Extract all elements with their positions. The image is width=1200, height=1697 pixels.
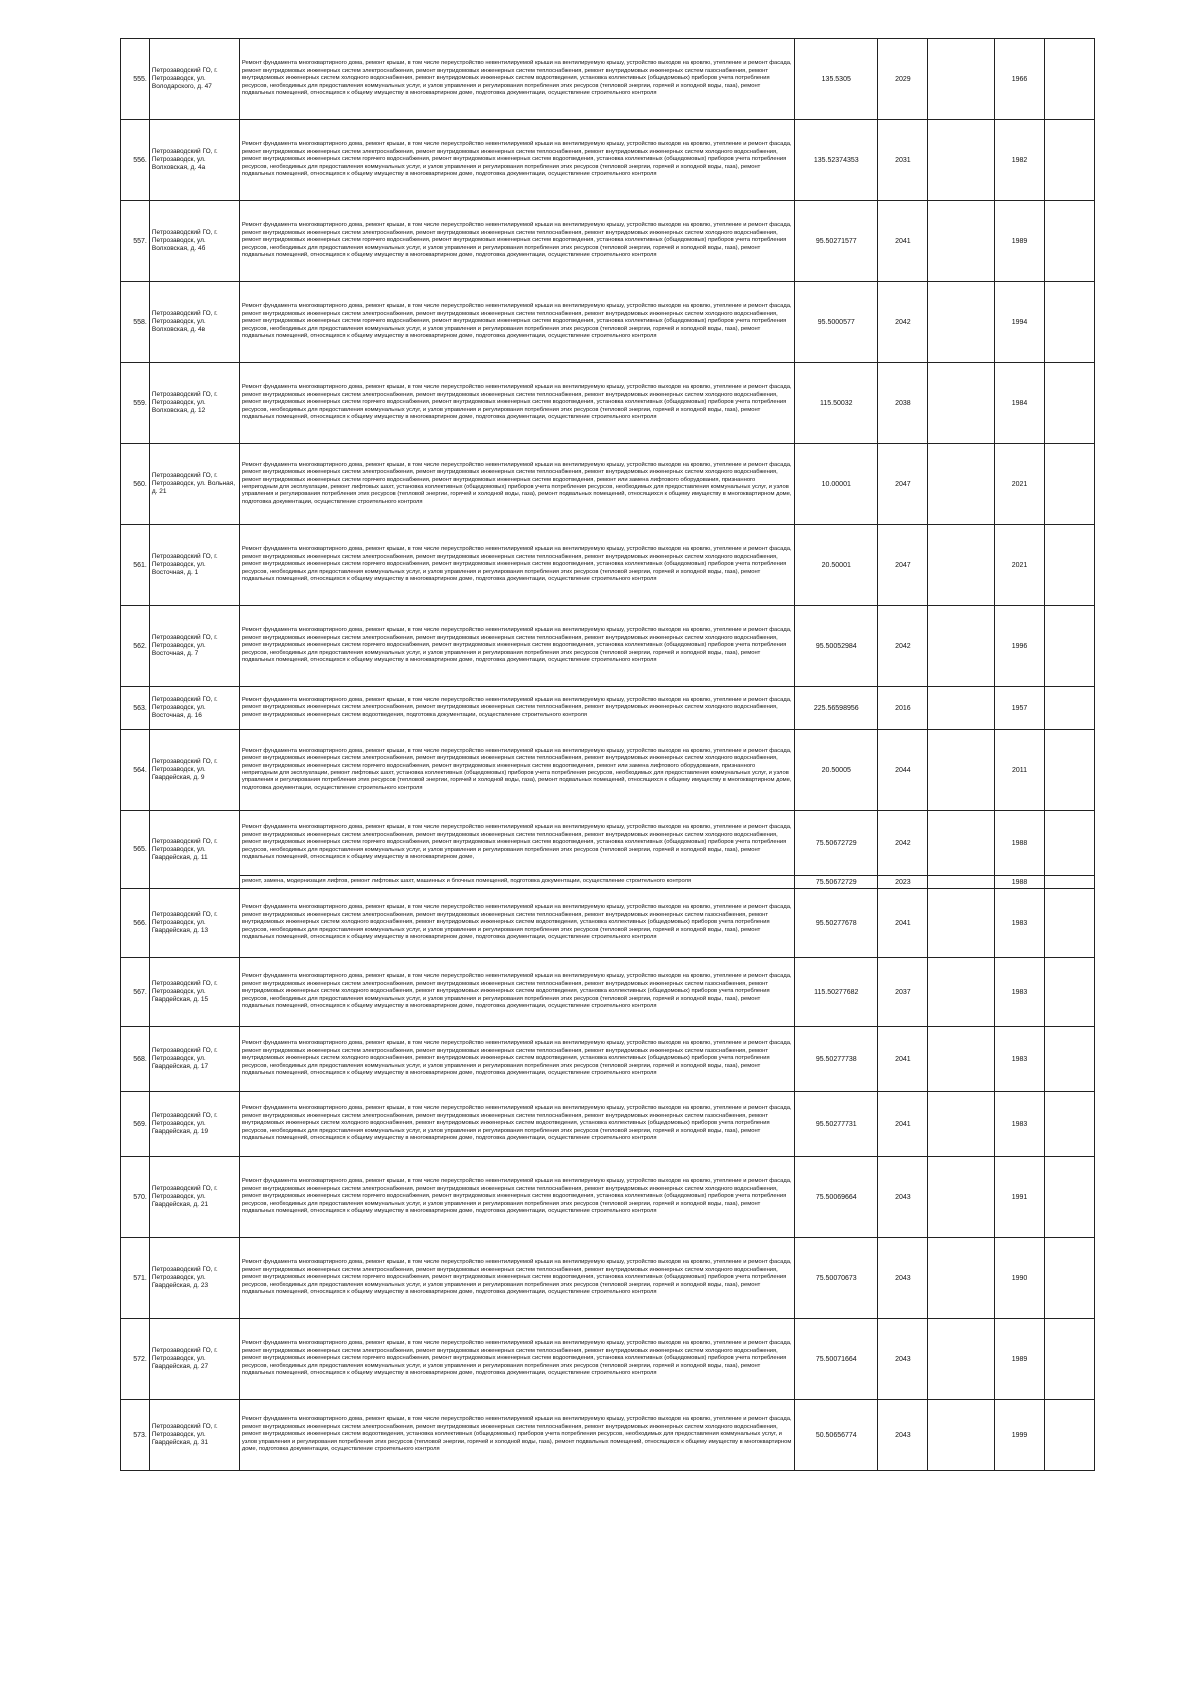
row-number: 571. [121, 1238, 150, 1319]
works-list: ремонт, замена, модернизация лифтов, ремонт лифтовых шахт, машинных и блочных помещений, подготовка документации, осуществление строительного контроля [239, 876, 794, 889]
planned-year: 2038 [878, 363, 928, 444]
repair-cost: 20.50005 [795, 730, 878, 811]
repair-cost: 115.50032 [795, 363, 878, 444]
works-list: Ремонт фундамента многоквартирного дома, ремонт крыши, в том числе переустройство невентилируемой крыши на вентилируемую крышу, устройство выходов на кровлю, утепление и ремонт фасада, ремонт внутридомовых инженерных систем электроснабжения, ремонт внутридомовых инженерных систем теплоснабжения, ремонт внутридомовых инженерных систем холодного водоснабжения, ремонт внутридомовых инженерных систем горячего водоснабжения, ремонт внутридомовых инженерных систем водоотведения, установка коллективных (общедомовых) приборов учета потребления ресурсов, необходимых для предоставления коммунальных услуг, и узлов управления и регулирования потребления этих ресурсов (тепловой энергии, горячей и холодной воды, газа), ремонт подвальных помещений, относящихся к общему имуществу в многоквартирном доме, [239, 811, 794, 876]
blank-cell [1044, 1319, 1094, 1400]
table-row [121, 1319, 1095, 1400]
repair-cost: 75.50672729 [795, 811, 878, 876]
commission-year: 2011 [995, 730, 1045, 811]
commission-year: 1983 [995, 1027, 1045, 1092]
blank-cell [928, 687, 995, 730]
row-number: 572. [121, 1319, 150, 1400]
row-number: 569. [121, 1092, 150, 1157]
repair-cost: 225.56598956 [795, 687, 878, 730]
blank-cell [1044, 1092, 1094, 1157]
commission-year: 1966 [995, 39, 1045, 120]
repair-cost: 20.50001 [795, 525, 878, 606]
row-number: 557. [121, 201, 150, 282]
repair-cost: 95.50277738 [795, 1027, 878, 1092]
blank-cell [1044, 1157, 1094, 1238]
planned-year: 2041 [878, 201, 928, 282]
row-number: 561. [121, 525, 150, 606]
repair-cost: 135.5305 [795, 39, 878, 120]
blank-cell [1044, 730, 1094, 811]
table-row [121, 282, 1095, 363]
repair-cost: 75.50071664 [795, 1319, 878, 1400]
planned-year: 2044 [878, 730, 928, 811]
repair-cost: 10.00001 [795, 444, 878, 525]
works-list: Ремонт фундамента многоквартирного дома, ремонт крыши, в том числе переустройство невентилируемой крыши на вентилируемую крышу, устройство выходов на кровлю, утепление и ремонт фасада, ремонт внутридомовых инженерных систем электроснабжения, ремонт внутридомовых инженерных систем теплоснабжения, ремонт внутридомовых инженерных систем холодного водоснабжения, ремонт внутридомовых инженерных систем водоотведения, установка коллективных (общедомовых) приборов учета потребления ресурсов, необходимых для предоставления коммунальных услуг, и узлов управления и регулирования потребления этих ресурсов (тепловой энергии, горячей и холодной воды, газа), ремонт подвальных помещений, относящихся к общему имуществу в многоквартирном доме, подготовка документации, осуществление строительного контроля [239, 1400, 794, 1471]
works-list: Ремонт фундамента многоквартирного дома, ремонт крыши, в том числе переустройство невентилируемой крыши на вентилируемую крышу, устройство выходов на кровлю, утепление и ремонт фасада, ремонт внутридомовых инженерных систем электроснабжения, ремонт внутридомовых инженерных систем теплоснабжения, ремонт внутридомовых инженерных систем холодного водоснабжения, ремонт внутридомовых инженерных систем водоотведения, подготовка документации, осуществление строительного контроля [239, 687, 794, 730]
house-address: Петрозаводский ГО, г. Петрозаводск, ул. Восточная, д. 16 [149, 687, 239, 730]
row-number: 567. [121, 958, 150, 1027]
table-row [121, 444, 1095, 525]
works-list: Ремонт фундамента многоквартирного дома, ремонт крыши, в том числе переустройство невентилируемой крыши на вентилируемую крышу, устройство выходов на кровлю, утепление и ремонт фасада, ремонт внутридомовых инженерных систем электроснабжения, ремонт внутридомовых инженерных систем теплоснабжения, ремонт внутридомовых инженерных систем холодного водоснабжения, ремонт внутридомовых инженерных систем горячего водоснабжения, ремонт внутридомовых инженерных систем водоотведения, установка коллективных (общедомовых) приборов учета потребления ресурсов, необходимых для предоставления коммунальных услуг, и узлов управления и регулирования потребления этих ресурсов (тепловой энергии, горячей и холодной воды, газа), ремонт подвальных помещений, относящихся к общему имуществу в многоквартирном доме, подготовка документации, осуществление строительного контроля [239, 1319, 794, 1400]
table-row [121, 1027, 1095, 1092]
row-number: 564. [121, 730, 150, 811]
commission-year: 1982 [995, 120, 1045, 201]
row-number: 568. [121, 1027, 150, 1092]
works-list: Ремонт фундамента многоквартирного дома, ремонт крыши, в том числе переустройство невентилируемой крыши на вентилируемую крышу, устройство выходов на кровлю, утепление и ремонт фасада, ремонт внутридомовых инженерных систем электроснабжения, ремонт внутридомовых инженерных систем теплоснабжения, ремонт внутридомовых инженерных систем холодного водоснабжения, ремонт внутридомовых инженерных систем горячего водоснабжения, ремонт внутридомовых инженерных систем водоотведения, установка коллективных (общедомовых) приборов учета потребления ресурсов, необходимых для предоставления коммунальных услуг, и узлов управления и регулирования потребления этих ресурсов (тепловой энергии, горячей и холодной воды, газа), ремонт подвальных помещений, относящихся к общему имуществу в многоквартирном доме, подготовка документации, осуществление строительного контроля [239, 1157, 794, 1238]
house-address: Петрозаводский ГО, г. Петрозаводск, ул. Вольная, д. 21 [149, 444, 239, 525]
table-row [121, 889, 1095, 958]
planned-year: 2043 [878, 1157, 928, 1238]
planned-year: 2042 [878, 606, 928, 687]
blank-cell [928, 958, 995, 1027]
row-number: 570. [121, 1157, 150, 1238]
table-row [121, 39, 1095, 120]
house-address: Петрозаводский ГО, г. Петрозаводск, ул. Гвардейская, д. 13 [149, 889, 239, 958]
works-list: Ремонт фундамента многоквартирного дома, ремонт крыши, в том числе переустройство невентилируемой крыши на вентилируемую крышу, устройство выходов на кровлю, утепление и ремонт фасада, ремонт внутридомовых инженерных систем электроснабжения, ремонт внутридомовых инженерных систем теплоснабжения, ремонт внутридомовых инженерных систем холодного водоснабжения, ремонт внутридомовых инженерных систем горячего водоснабжения, ремонт внутридомовых инженерных систем водоотведения, установка коллективных (общедомовых) приборов учета потребления ресурсов, необходимых для предоставления коммунальных услуг, и узлов управления и регулирования потребления этих ресурсов (тепловой энергии, горячей и холодной воды, газа), ремонт подвальных помещений, относящихся к общему имуществу в многоквартирном доме, подготовка документации, осуществление строительного контроля [239, 120, 794, 201]
commission-year: 1984 [995, 363, 1045, 444]
blank-cell [928, 363, 995, 444]
repair-cost: 95.5000577 [795, 282, 878, 363]
row-number: 573. [121, 1400, 150, 1471]
repair-register-table [120, 38, 1095, 1471]
table-row [121, 201, 1095, 282]
planned-year: 2043 [878, 1238, 928, 1319]
repair-cost: 135.52374353 [795, 120, 878, 201]
commission-year: 1988 [995, 811, 1045, 876]
planned-year: 2043 [878, 1319, 928, 1400]
table-row [121, 525, 1095, 606]
commission-year: 1996 [995, 606, 1045, 687]
commission-year: 1991 [995, 1157, 1045, 1238]
commission-year: 1999 [995, 1400, 1045, 1471]
repair-cost: 75.50069664 [795, 1157, 878, 1238]
planned-year: 2029 [878, 39, 928, 120]
blank-cell [1044, 444, 1094, 525]
works-list: Ремонт фундамента многоквартирного дома, ремонт крыши, в том числе переустройство невентилируемой крыши на вентилируемую крышу, устройство выходов на кровлю, утепление и ремонт фасада, ремонт внутридомовых инженерных систем электроснабжения, ремонт внутридомовых инженерных систем теплоснабжения, ремонт внутридомовых инженерных систем холодного водоснабжения, ремонт внутридомовых инженерных систем горячего водоснабжения, ремонт внутридомовых инженерных систем водоотведения, установка коллективных (общедомовых) приборов учета потребления ресурсов, необходимых для предоставления коммунальных услуг, и узлов управления и регулирования потребления этих ресурсов (тепловой энергии, горячей и холодной воды, газа), ремонт подвальных помещений, относящихся к общему имуществу в многоквартирном доме, подготовка документации, осуществление строительного контроля [239, 363, 794, 444]
table-row [121, 958, 1095, 1027]
repair-cost: 75.50672729 [795, 876, 878, 889]
house-address: Петрозаводский ГО, г. Петрозаводск, ул. Гвардейская, д. 23 [149, 1238, 239, 1319]
house-address: Петрозаводский ГО, г. Петрозаводск, ул. Восточная, д. 7 [149, 606, 239, 687]
row-number: 563. [121, 687, 150, 730]
works-list: Ремонт фундамента многоквартирного дома, ремонт крыши, в том числе переустройство невентилируемой крыши на вентилируемую крышу, устройство выходов на кровлю, утепление и ремонт фасада, ремонт внутридомовых инженерных систем электроснабжения, ремонт внутридомовых инженерных систем теплоснабжения, ремонт внутридомовых инженерных систем газоснабжения, ремонт внутридомовых инженерных систем холодного водоснабжения, ремонт внутридомовых инженерных систем водоотведения, установка коллективных (общедомовых) приборов учета потребления ресурсов, необходимых для предоставления коммунальных услуг, и узлов управления и регулирования потребления этих ресурсов (тепловой энергии, горячей и холодной воды, газа), ремонт подвальных помещений, относящихся к общему имуществу в многоквартирном доме, подготовка документации, осуществление строительного контроля [239, 39, 794, 120]
blank-cell [928, 120, 995, 201]
planned-year: 2041 [878, 1027, 928, 1092]
works-list: Ремонт фундамента многоквартирного дома, ремонт крыши, в том числе переустройство невентилируемой крыши на вентилируемую крышу, устройство выходов на кровлю, утепление и ремонт фасада, ремонт внутридомовых инженерных систем электроснабжения, ремонт внутридомовых инженерных систем теплоснабжения, ремонт внутридомовых инженерных систем газоснабжения, ремонт внутридомовых инженерных систем холодного водоснабжения, ремонт внутридомовых инженерных систем водоотведения, установка коллективных (общедомовых) приборов учета потребления ресурсов, необходимых для предоставления коммунальных услуг, и узлов управления и регулирования потребления этих ресурсов (тепловой энергии, горячей и холодной воды, газа), ремонт подвальных помещений, относящихся к общему имуществу в многоквартирном доме, подготовка документации, осуществление строительного контроля [239, 1092, 794, 1157]
house-address: Петрозаводский ГО, г. Петрозаводск, ул. Гвардейская, д. 11 [149, 811, 239, 889]
blank-cell [1044, 39, 1094, 120]
planned-year: 2041 [878, 1092, 928, 1157]
blank-cell [928, 876, 995, 889]
table-row [121, 1238, 1095, 1319]
planned-year: 2042 [878, 811, 928, 876]
blank-cell [1044, 1027, 1094, 1092]
table-row [121, 687, 1095, 730]
house-address: Петрозаводский ГО, г. Петрозаводск, ул. Волховская, д. 4б [149, 201, 239, 282]
commission-year: 1983 [995, 1092, 1045, 1157]
table-row [121, 363, 1095, 444]
works-list: Ремонт фундамента многоквартирного дома, ремонт крыши, в том числе переустройство невентилируемой крыши на вентилируемую крышу, устройство выходов на кровлю, утепление и ремонт фасада, ремонт внутридомовых инженерных систем электроснабжения, ремонт внутридомовых инженерных систем теплоснабжения, ремонт внутридомовых инженерных систем холодного водоснабжения, ремонт внутридомовых инженерных систем горячего водоснабжения, ремонт внутридомовых инженерных систем водоотведения, ремонт или замена лифтового оборудования, признанного непригодным для эксплуатации, ремонт лифтовых шахт, установка коллективных (общедомовых) приборов учета потребления ресурсов, необходимых для предоставления коммунальных услуг, и узлов управления и регулирования потребления этих ресурсов (тепловой энергии, горячей и холодной воды, газа), ремонт подвальных помещений, относящихся к общему имуществу в многоквартирном доме, подготовка документации, осуществление строительного контроля [239, 444, 794, 525]
house-address: Петрозаводский ГО, г. Петрозаводск, ул. Гвардейская, д. 27 [149, 1319, 239, 1400]
table-row [121, 606, 1095, 687]
planned-year: 2016 [878, 687, 928, 730]
planned-year: 2031 [878, 120, 928, 201]
blank-cell [1044, 201, 1094, 282]
house-address: Петрозаводский ГО, г. Петрозаводск, ул. Гвардейская, д. 19 [149, 1092, 239, 1157]
house-address: Петрозаводский ГО, г. Петрозаводск, ул. Гвардейская, д. 31 [149, 1400, 239, 1471]
commission-year: 1990 [995, 1238, 1045, 1319]
house-address: Петрозаводский ГО, г. Петрозаводск, ул. Гвардейская, д. 15 [149, 958, 239, 1027]
works-list: Ремонт фундамента многоквартирного дома, ремонт крыши, в том числе переустройство невентилируемой крыши на вентилируемую крышу, устройство выходов на кровлю, утепление и ремонт фасада, ремонт внутридомовых инженерных систем электроснабжения, ремонт внутридомовых инженерных систем теплоснабжения, ремонт внутридомовых инженерных систем газоснабжения, ремонт внутридомовых инженерных систем холодного водоснабжения, ремонт внутридомовых инженерных систем водоотведения, установка коллективных (общедомовых) приборов учета потребления ресурсов, необходимых для предоставления коммунальных услуг, и узлов управления и регулирования потребления этих ресурсов (тепловой энергии, горячей и холодной воды, газа), ремонт подвальных помещений, относящихся к общему имуществу в многоквартирном доме, подготовка документации, осуществление строительного контроля [239, 1027, 794, 1092]
commission-year: 1957 [995, 687, 1045, 730]
planned-year: 2047 [878, 444, 928, 525]
blank-cell [928, 444, 995, 525]
house-address: Петрозаводский ГО, г. Петрозаводск, ул. Волховская, д. 4а [149, 120, 239, 201]
house-address: Петрозаводский ГО, г. Петрозаводск, ул. Володарского, д. 47 [149, 39, 239, 120]
house-address: Петрозаводский ГО, г. Петрозаводск, ул. Гвардейская, д. 9 [149, 730, 239, 811]
blank-cell [928, 1319, 995, 1400]
blank-cell [1044, 282, 1094, 363]
works-list: Ремонт фундамента многоквартирного дома, ремонт крыши, в том числе переустройство невентилируемой крыши на вентилируемую крышу, устройство выходов на кровлю, утепление и ремонт фасада, ремонт внутридомовых инженерных систем электроснабжения, ремонт внутридомовых инженерных систем теплоснабжения, ремонт внутридомовых инженерных систем холодного водоснабжения, ремонт внутридомовых инженерных систем горячего водоснабжения, ремонт внутридомовых инженерных систем водоотведения, установка коллективных (общедомовых) приборов учета потребления ресурсов, необходимых для предоставления коммунальных услуг, и узлов управления и регулирования потребления этих ресурсов (тепловой энергии, горячей и холодной воды, газа), ремонт подвальных помещений, относящихся к общему имуществу в многоквартирном доме, подготовка документации, осуществление строительного контроля [239, 282, 794, 363]
blank-cell [928, 1238, 995, 1319]
blank-cell [928, 282, 995, 363]
blank-cell [928, 1400, 995, 1471]
blank-cell [928, 39, 995, 120]
commission-year: 1994 [995, 282, 1045, 363]
blank-cell [1044, 958, 1094, 1027]
blank-cell [1044, 120, 1094, 201]
planned-year: 2047 [878, 525, 928, 606]
blank-cell [1044, 363, 1094, 444]
table-row [121, 120, 1095, 201]
house-address: Петрозаводский ГО, г. Петрозаводск, ул. Волховская, д. 12 [149, 363, 239, 444]
house-address: Петрозаводский ГО, г. Петрозаводск, ул. Гвардейская, д. 21 [149, 1157, 239, 1238]
row-number: 560. [121, 444, 150, 525]
blank-cell [1044, 1400, 1094, 1471]
repair-cost: 95.50277678 [795, 889, 878, 958]
blank-cell [928, 1092, 995, 1157]
commission-year: 2021 [995, 444, 1045, 525]
blank-cell [928, 730, 995, 811]
commission-year: 1983 [995, 958, 1045, 1027]
blank-cell [1044, 687, 1094, 730]
commission-year: 1989 [995, 201, 1045, 282]
planned-year: 2023 [878, 876, 928, 889]
table-row [121, 811, 1095, 876]
commission-year: 1989 [995, 1319, 1045, 1400]
blank-cell [928, 1157, 995, 1238]
table-subrow [121, 876, 1095, 889]
row-number: 556. [121, 120, 150, 201]
works-list: Ремонт фундамента многоквартирного дома, ремонт крыши, в том числе переустройство невентилируемой крыши на вентилируемую крышу, устройство выходов на кровлю, утепление и ремонт фасада, ремонт внутридомовых инженерных систем электроснабжения, ремонт внутридомовых инженерных систем теплоснабжения, ремонт внутридомовых инженерных систем газоснабжения, ремонт внутридомовых инженерных систем холодного водоснабжения, ремонт внутридомовых инженерных систем водоотведения, установка коллективных (общедомовых) приборов учета потребления ресурсов, необходимых для предоставления коммунальных услуг, и узлов управления и регулирования потребления этих ресурсов (тепловой энергии, горячей и холодной воды, газа), ремонт подвальных помещений, относящихся к общему имуществу в многоквартирном доме, подготовка документации, осуществление строительного контроля [239, 958, 794, 1027]
planned-year: 2041 [878, 889, 928, 958]
repair-cost: 95.50052984 [795, 606, 878, 687]
blank-cell [1044, 525, 1094, 606]
row-number: 565. [121, 811, 150, 889]
row-number: 566. [121, 889, 150, 958]
blank-cell [928, 525, 995, 606]
works-list: Ремонт фундамента многоквартирного дома, ремонт крыши, в том числе переустройство невентилируемой крыши на вентилируемую крышу, устройство выходов на кровлю, утепление и ремонт фасада, ремонт внутридомовых инженерных систем электроснабжения, ремонт внутридомовых инженерных систем теплоснабжения, ремонт внутридомовых инженерных систем холодного водоснабжения, ремонт внутридомовых инженерных систем горячего водоснабжения, ремонт внутридомовых инженерных систем водоотведения, установка коллективных (общедомовых) приборов учета потребления ресурсов, необходимых для предоставления коммунальных услуг, и узлов управления и регулирования потребления этих ресурсов (тепловой энергии, горячей и холодной воды, газа), ремонт подвальных помещений, относящихся к общему имуществу в многоквартирном доме, подготовка документации, осуществление строительного контроля [239, 201, 794, 282]
works-list: Ремонт фундамента многоквартирного дома, ремонт крыши, в том числе переустройство невентилируемой крыши на вентилируемую крышу, устройство выходов на кровлю, утепление и ремонт фасада, ремонт внутридомовых инженерных систем электроснабжения, ремонт внутридомовых инженерных систем теплоснабжения, ремонт внутридомовых инженерных систем газоснабжения, ремонт внутридомовых инженерных систем холодного водоснабжения, ремонт внутридомовых инженерных систем водоотведения, установка коллективных (общедомовых) приборов учета потребления ресурсов, необходимых для предоставления коммунальных услуг, и узлов управления и регулирования потребления этих ресурсов (тепловой энергии, горячей и холодной воды, газа), ремонт подвальных помещений, относящихся к общему имуществу в многоквартирном доме, подготовка документации, осуществление строительного контроля [239, 889, 794, 958]
planned-year: 2042 [878, 282, 928, 363]
blank-cell [928, 811, 995, 876]
register-body [121, 39, 1095, 1471]
commission-year: 2021 [995, 525, 1045, 606]
blank-cell [1044, 606, 1094, 687]
works-list: Ремонт фундамента многоквартирного дома, ремонт крыши, в том числе переустройство невентилируемой крыши на вентилируемую крышу, устройство выходов на кровлю, утепление и ремонт фасада, ремонт внутридомовых инженерных систем электроснабжения, ремонт внутридомовых инженерных систем теплоснабжения, ремонт внутридомовых инженерных систем холодного водоснабжения, ремонт внутридомовых инженерных систем горячего водоснабжения, ремонт внутридомовых инженерных систем водоотведения, ремонт или замена лифтового оборудования, признанного непригодным для эксплуатации, ремонт лифтовых шахт, установка коллективных (общедомовых) приборов учета потребления ресурсов, необходимых для предоставления коммунальных услуг, и узлов управления и регулирования потребления этих ресурсов (тепловой энергии, горячей и холодной воды, газа), ремонт подвальных помещений, относящихся к общему имуществу в многоквартирном доме, подготовка документации, осуществление строительного контроля [239, 730, 794, 811]
row-number: 558. [121, 282, 150, 363]
repair-cost: 95.50271577 [795, 201, 878, 282]
row-number: 562. [121, 606, 150, 687]
table-row [121, 1157, 1095, 1238]
register-page [120, 38, 1095, 1471]
commission-year: 1983 [995, 889, 1045, 958]
blank-cell [928, 1027, 995, 1092]
works-list: Ремонт фундамента многоквартирного дома, ремонт крыши, в том числе переустройство невентилируемой крыши на вентилируемую крышу, устройство выходов на кровлю, утепление и ремонт фасада, ремонт внутридомовых инженерных систем электроснабжения, ремонт внутридомовых инженерных систем теплоснабжения, ремонт внутридомовых инженерных систем холодного водоснабжения, ремонт внутридомовых инженерных систем горячего водоснабжения, ремонт внутридомовых инженерных систем водоотведения, установка коллективных (общедомовых) приборов учета потребления ресурсов, необходимых для предоставления коммунальных услуг, и узлов управления и регулирования потребления этих ресурсов (тепловой энергии, горячей и холодной воды, газа), ремонт подвальных помещений, относящихся к общему имуществу в многоквартирном доме, подготовка документации, осуществление строительного контроля [239, 606, 794, 687]
blank-cell [928, 889, 995, 958]
house-address: Петрозаводский ГО, г. Петрозаводск, ул. Восточная, д. 1 [149, 525, 239, 606]
blank-cell [1044, 889, 1094, 958]
table-row [121, 1400, 1095, 1471]
repair-cost: 115.50277682 [795, 958, 878, 1027]
commission-year: 1988 [995, 876, 1045, 889]
row-number: 559. [121, 363, 150, 444]
works-list: Ремонт фундамента многоквартирного дома, ремонт крыши, в том числе переустройство невентилируемой крыши на вентилируемую крышу, устройство выходов на кровлю, утепление и ремонт фасада, ремонт внутридомовых инженерных систем электроснабжения, ремонт внутридомовых инженерных систем теплоснабжения, ремонт внутридомовых инженерных систем холодного водоснабжения, ремонт внутридомовых инженерных систем горячего водоснабжения, ремонт внутридомовых инженерных систем водоотведения, установка коллективных (общедомовых) приборов учета потребления ресурсов, необходимых для предоставления коммунальных услуг, и узлов управления и регулирования потребления этих ресурсов (тепловой энергии, горячей и холодной воды, газа), ремонт подвальных помещений, относящихся к общему имуществу в многоквартирном доме, подготовка документации, осуществление строительного контроля [239, 525, 794, 606]
row-number: 555. [121, 39, 150, 120]
house-address: Петрозаводский ГО, г. Петрозаводск, ул. Волховская, д. 4в [149, 282, 239, 363]
repair-cost: 95.50277731 [795, 1092, 878, 1157]
repair-cost: 75.50070673 [795, 1238, 878, 1319]
table-row [121, 730, 1095, 811]
table-row [121, 1092, 1095, 1157]
planned-year: 2043 [878, 1400, 928, 1471]
blank-cell [928, 201, 995, 282]
works-list: Ремонт фундамента многоквартирного дома, ремонт крыши, в том числе переустройство невентилируемой крыши на вентилируемую крышу, устройство выходов на кровлю, утепление и ремонт фасада, ремонт внутридомовых инженерных систем электроснабжения, ремонт внутридомовых инженерных систем теплоснабжения, ремонт внутридомовых инженерных систем холодного водоснабжения, ремонт внутридомовых инженерных систем горячего водоснабжения, ремонт внутридомовых инженерных систем водоотведения, установка коллективных (общедомовых) приборов учета потребления ресурсов, необходимых для предоставления коммунальных услуг, и узлов управления и регулирования потребления этих ресурсов (тепловой энергии, горячей и холодной воды, газа), ремонт подвальных помещений, относящихся к общему имуществу в многоквартирном доме, подготовка документации, осуществление строительного контроля [239, 1238, 794, 1319]
repair-cost: 50.50656774 [795, 1400, 878, 1471]
blank-cell [1044, 1238, 1094, 1319]
blank-cell [928, 606, 995, 687]
house-address: Петрозаводский ГО, г. Петрозаводск, ул. Гвардейская, д. 17 [149, 1027, 239, 1092]
planned-year: 2037 [878, 958, 928, 1027]
blank-cell [1044, 876, 1094, 889]
blank-cell [1044, 811, 1094, 876]
